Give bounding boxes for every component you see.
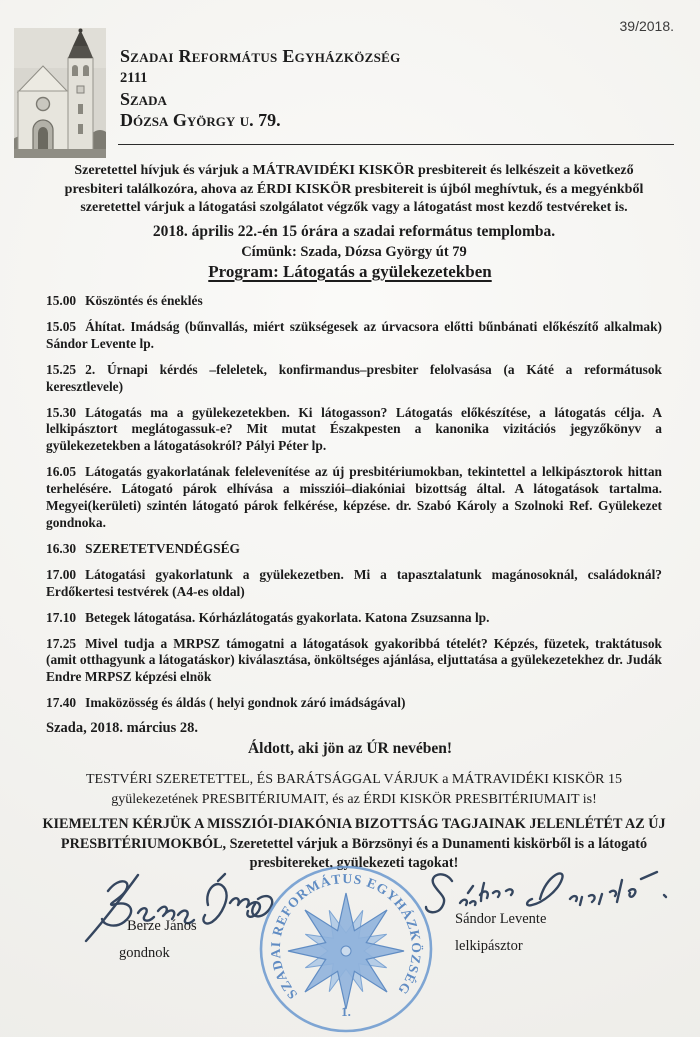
belfry-window-1: [72, 65, 78, 76]
program-item: [46, 405, 662, 456]
item-time: 15.30: [46, 404, 77, 420]
photo-ground: [14, 149, 106, 158]
intro-line: szeretettel várjuk a látogatási szolgálatot végzők vagy a látogatást most kezdő testvéreket is.: [80, 200, 628, 215]
item-time: 16.05: [46, 464, 77, 480]
tower-clock: [77, 86, 84, 93]
church-stamp: [256, 863, 436, 1035]
item-text: Mivel tudja a MRPSZ támogatni a látogatások gyakoribbá tételét? Képzés, füzetek, traktátusok (amit otthagyunk a látogatáskor) kiválasztása, önköltséges ajánlása, eljuttatása a gyülekezetekhez dr. Judák Endre MRPSZ képzési elnök: [46, 635, 662, 685]
program-item: [46, 636, 662, 687]
date-place-line: Szada, 2018. március 28.: [46, 720, 198, 736]
item-text: Imaközösség és áldás ( helyi gondnok záró imádságával): [85, 695, 406, 711]
org-name: Szadai Református Egyházközség: [120, 46, 401, 66]
letterhead: [120, 46, 401, 130]
item-time: 15.25: [46, 361, 77, 377]
event-address-line: Címünk: Szada, Dózsa György út 79: [241, 243, 467, 260]
org-city: Szada: [120, 89, 167, 109]
program-item: [46, 695, 662, 712]
program-item: [46, 464, 662, 532]
tower-window-1: [78, 104, 83, 114]
program-title: Program: Látogatás a gyülekezetekben: [208, 262, 492, 281]
invitation-emphasis: KIEMELTEN KÉRJÜK A MISSZIÓI-DIAKÓNIA BIZOTTSÁG TAGJAINAK JELENLÉTÉT AZ ÚJ PRESBITÉRIUMOKBÓL, Szeretettel várjuk a Börzsönyi és a Dunamenti kiskörből is a látogató presbitereket, gyülekezeti tagokat!: [42, 816, 666, 871]
invitation-note: TESTVÉRI SZERETETTEL, ÉS BARÁTSÁGGAL VÁRJUK a MÁTRAVIDÉKI KISKÖR 15 gyülekezetének PRESBITÉRIUMAIT, és az ÉRDI KISKÖR PRESBITÉRIUMAIT is!: [85, 772, 622, 807]
item-text: Látogatási gyakorlatunk a gyülekezetben. Mi a tapasztalatunk magánosoknál, családoknál? Erdőkertesi testvérek (A4-es oldal): [46, 566, 662, 599]
header-divider: [118, 144, 674, 145]
program-item: [46, 567, 662, 601]
item-time: 17.25: [46, 635, 77, 651]
org-street: Dózsa György u. 79.: [120, 110, 281, 130]
program-item: [46, 610, 662, 627]
signature-handwriting-left: [78, 869, 278, 947]
item-time: 15.05: [46, 318, 77, 334]
item-time: 17.10: [46, 609, 77, 625]
program-item-list: [46, 293, 662, 721]
belfry-window-2: [83, 65, 89, 76]
stamp-ring-text: SZADAI REFORMÁTUS EGYHÁZKÖZSÉG: [267, 870, 425, 1003]
stamp-star-center: [341, 946, 351, 956]
item-text: Áhítat. Imádság (bűnvallás, miért szükségesek az úrvacsora előtti bűnbánati előkészítő alkalmak) Sándor Levente lp.: [46, 318, 662, 351]
item-text: Látogatás gyakorlatának felelevenítése az új presbitériumokban, tekintettel a lelkipásztorok hittan terhelésére. Látogató párok elhívása a missziói–diakóniai bizottság által. A látogatások tartalma. Megyei(kerületi) szintén látogató párok felkérése, képzése. dr. Szabó Károly a Szolnoki Ref. Gyülekezet gondnoka.: [46, 464, 662, 530]
invitation-intro: [40, 162, 668, 262]
signer-role-right: lelkipásztor: [455, 938, 523, 954]
item-time: 17.40: [46, 695, 77, 711]
org-postal-code: 2111: [120, 70, 148, 86]
intro-line: presbiteri találkozóra, ahova az ÉRDI KISKÖR presbitereit is újból meghívtuk, és a megyénkből: [64, 181, 644, 197]
signer-name-left: Berze János: [127, 918, 197, 934]
item-text: Betegek látogatása. Kórházlátogatás gyakorlata. Katona Zsuzsanna lp.: [85, 609, 490, 625]
document-number: 39/2018.: [619, 18, 674, 34]
spire-ball: [79, 29, 83, 33]
item-time: 17.00: [46, 566, 77, 582]
rose-window: [37, 98, 50, 111]
church-photo: [14, 28, 106, 158]
item-time: 16.30: [46, 540, 77, 556]
tower-window-2: [78, 124, 83, 134]
item-text: Köszöntés és éneklés: [85, 293, 203, 308]
blessing-line: Áldott, aki jön az ÚR nevében!: [247, 740, 453, 757]
church-door-inner: [38, 127, 48, 150]
signer-role-left: gondnok: [119, 945, 170, 961]
program-item: [46, 362, 662, 396]
item-text: 2. Úrnapi kérdés –feleletek, konfirmandus–presbiter felolvasása (a Káté a reformátusok keresztlevele): [46, 361, 662, 394]
program-item: [46, 293, 662, 310]
program-item: [46, 319, 662, 353]
program-item: [46, 541, 662, 558]
stamp-number: 1.: [341, 1004, 351, 1019]
item-text: Látogatás ma a gyülekezetekben. Ki látogasson? Látogatás előkészítése, a látogatás célja. A lelkipásztort meglátogassuk-e? Mit mutat Északpesten a kanonika vizitációs jegyzőkönyv a gyülekezetekben a látogatásokról? Pályi Péter lp.: [46, 404, 662, 454]
event-date-line: 2018. április 22.-én 15 órára a szadai református templomba.: [152, 222, 556, 240]
intro-line: Szeretettel hívjuk és várjuk a MÁTRAVIDÉKI KISKÖR presbitereit és lelkészeit a következő: [74, 163, 634, 178]
signer-name-right: Sándor Levente: [455, 911, 547, 927]
item-text: SZERETETVENDÉGSÉG: [85, 540, 240, 556]
item-time: 15.00: [46, 293, 77, 308]
signature-block: [0, 855, 700, 1037]
